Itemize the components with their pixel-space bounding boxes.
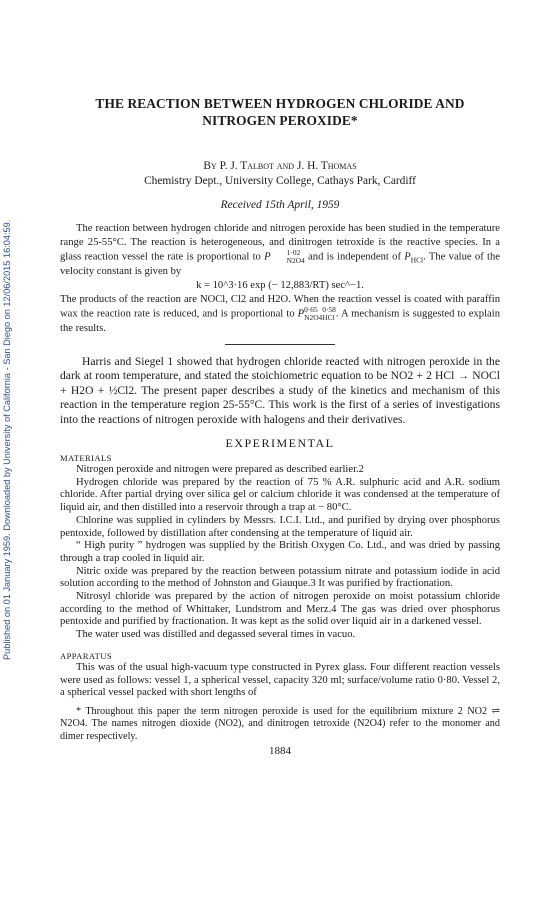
- materials-paragraph: Chlorine was supplied in cylinders by Messrs. I.C.I. Ltd., and purified by drying over phosphorus pentoxide, followed by distillation after condensing at the temperature of liquid air.: [60, 514, 500, 539]
- apparatus-paragraph: This was of the usual high-vacuum type constructed in Pyrex glass. Four different reaction vessels were used as follows: vessel 1, a spherical vessel, capacity 320 ml; surface/volume ratio 0·80. Vessel 2, a spherical vessel packed with short lengths of: [60, 661, 500, 699]
- byline-and: and: [276, 160, 295, 172]
- apparatus-heading: APPARATUS: [60, 650, 113, 661]
- section-heading: EXPERIMENTAL: [225, 436, 335, 450]
- download-notice: Published on 01 January 1959. Downloaded by University of California - San Diego on 12/06/2015 16:04:59.: [2, 219, 12, 660]
- paper-title: [60, 95, 500, 129]
- byline-by: By: [203, 160, 217, 172]
- author-1: P. J. Talbot: [219, 160, 274, 172]
- materials-heading: MATERIALS: [60, 453, 112, 463]
- paper-page: [60, 0, 500, 757]
- materials-paragraph: Hydrogen chloride was prepared by the reaction of 75 % A.R. sulphuric acid and A.R. sodium chloride. After partial drying over silica gel or calcium chloride it was condensed at the temperature of liquid air, and then distilled into a reservoir through a trap at − 80°C.: [60, 476, 500, 514]
- abstract-paragraph-2: The products of the reaction are NOCl, Cl2 and H2O. When the reaction vessel is coated with paraffin wax the reaction rate is reduced, and is proportional to P 0·65 N2O4 0·58 HCl . A mechanism is suggested to explain the results.: [60, 293, 500, 335]
- materials-paragraph: “ High purity ” hydrogen was supplied by the British Oxygen Co. Ltd., and was dried by passing through a trap cooled in liquid air.: [60, 540, 500, 564]
- materials-paragraph: Nitrogen peroxide and nitrogen were prepared as described earlier.2: [76, 464, 364, 475]
- materials-paragraph: The water used was distilled and degassed several times in vacuo.: [76, 629, 356, 641]
- affiliation: Chemistry Dept., University College, Cathays Park, Cardiff: [144, 175, 416, 187]
- page-number: 1884: [269, 745, 291, 758]
- author-line: [60, 159, 500, 174]
- title-line-1: THE REACTION BETWEEN HYDROGEN CHLORIDE AND: [95, 96, 465, 111]
- abstract-paragraph-1: The reaction between hydrogen chloride and nitrogen peroxide has been studied in the temperature range 25-55°C. The reaction is heterogeneous, and dinitrogen tetroxide is the reactive species. In a glass reaction vessel the rate is proportional to P 1·02 N2O4 and is independent of $P_{HCl}$. The value of the velocity constant is given by: [60, 223, 501, 278]
- velocity-constant-formula: k = 10^3·16 exp (− 12,883/RT) sec^−1.: [196, 279, 364, 291]
- author-2: J. H. Thomas: [296, 160, 357, 172]
- download-watermark: [0, 0, 16, 680]
- materials-paragraph: Nitrosyl chloride was prepared by the action of nitrogen peroxide on moist potassium chloride according to the method of Whittaker, Lundstrom and Merz.4 The gas was dried over phosphorus pentoxide and purified by fractionation. It was kept as the solid over liquid air in a darkened vessel.: [60, 591, 500, 628]
- abstract: [60, 222, 500, 336]
- materials-section: [60, 464, 500, 642]
- title-line-2: NITROGEN PEROXIDE*: [202, 113, 358, 128]
- abstract-divider: [225, 344, 335, 345]
- footnote: * Throughout this paper the term nitrogen peroxide is used for the equilibrium mixture 2 NO2 ⇌ N2O4. The names nitrogen dioxide (NO2), and dinitrogen tetroxide (N2O4) refer to the monomer and dimer respectively.: [60, 705, 500, 742]
- apparatus-section: [60, 662, 500, 700]
- received-date: Received 15th April, 1959: [220, 199, 340, 211]
- materials-paragraph: Nitric oxide was prepared by the reaction between potassium nitrate and potassium iodide in acid solution according to the method of Johnston and Giauque.3 It was purified by fractionation.: [60, 565, 500, 590]
- introduction: Harris and Siegel 1 showed that hydrogen chloride reacted with nitrogen peroxide in the dark at room temperature, and stated the stoichiometric equation to be NO2 + 2 HCl → NOCl + H2O + ½Cl2. The present paper describes a study of the kinetics and mechanism of this reaction in the temperature region 25-55°C. This work is the first of a series of investigations into the reactions of nitrogen peroxide with halogens and their derivatives.: [60, 354, 500, 426]
